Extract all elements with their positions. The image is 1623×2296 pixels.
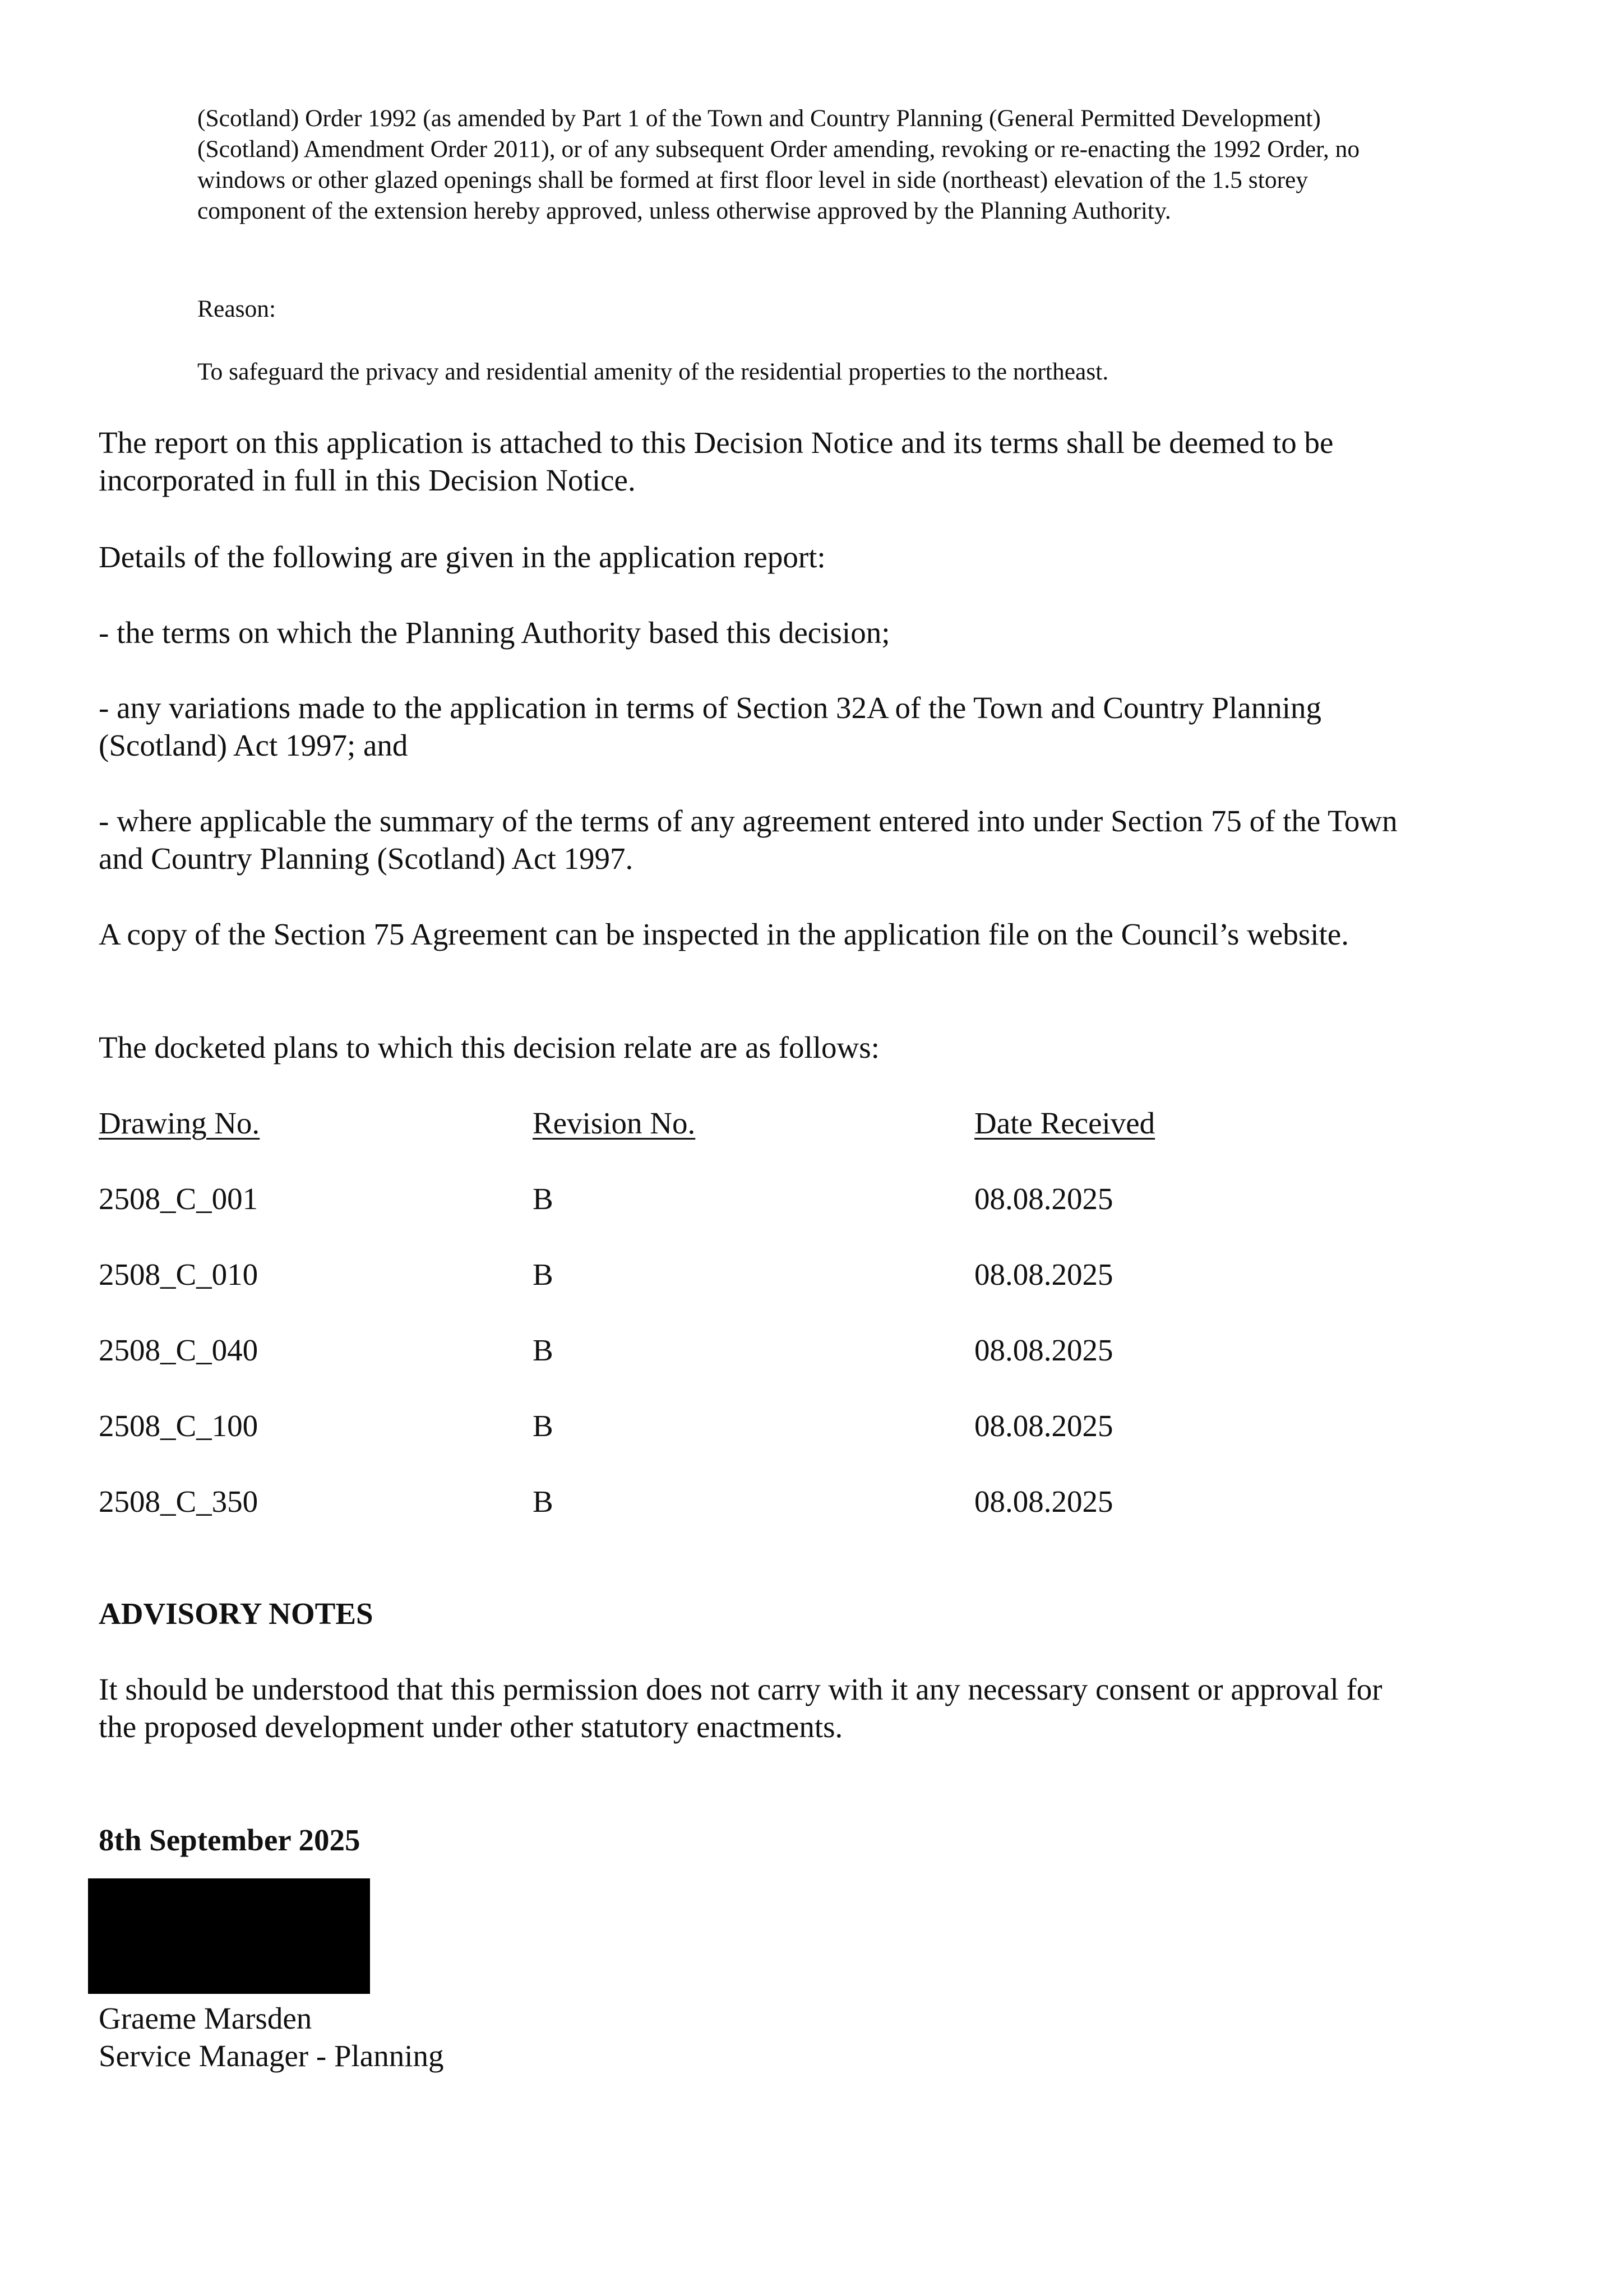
decision-date: 8th September 2025: [99, 1823, 360, 1857]
details-item: - any variations made to the application in terms of Section 32A of the Town and Country Planning (Scotland) Act 1997; and: [99, 691, 1321, 762]
condition-text: [197, 103, 1397, 226]
header-date-received: Date Received: [974, 1106, 1155, 1140]
reason-text: To safeguard the privacy and residential amenity of the residential properties to the northeast.: [197, 358, 1109, 385]
date-received-cell: 08.08.2025: [974, 1182, 1113, 1216]
date-received-cell: 08.08.2025: [974, 1333, 1113, 1367]
revision-no-cell: B: [533, 1484, 553, 1519]
plans-intro: The docketed plans to which this decision relate are as follows:: [99, 1030, 880, 1064]
details-item: - the terms on which the Planning Authority based this decision;: [99, 615, 890, 650]
drawing-no-cell: 2508_C_040: [99, 1333, 258, 1367]
drawing-no-cell: 2508_C_100: [99, 1409, 258, 1443]
reason-label: Reason:: [197, 295, 276, 322]
details-intro: Details of the following are given in the application report:: [99, 540, 826, 574]
revision-no-cell: B: [533, 1333, 553, 1367]
report-statement: The report on this application is attached to this Decision Notice and its terms shall be deemed to be incorporated in full in this Decision Notice.: [99, 425, 1334, 497]
drawing-no-cell: 2508_C_350: [99, 1484, 258, 1519]
redacted-signature: [88, 1878, 370, 1994]
condition-paragraph: (Scotland) Order 1992 (as amended by Part 1 of the Town and Country Planning (General Permitted Development) (Scotland) Amendment Order 2011), or of any subsequent Order amending, revoking or re-enacting the 1992 Order, no windows or other glazed openings shall be formed at first floor level in side (northeast) elevation of the 1.5 storey component of the extension hereby approved, unless otherwise approved by the Planning Authority.: [197, 105, 1360, 224]
details-item: - where applicable the summary of the terms of any agreement entered into under Section 75 of the Town and Country Planning (Scotland) Act 1997.: [99, 804, 1398, 876]
drawing-no-cell: 2508_C_001: [99, 1182, 258, 1216]
revision-no-cell: B: [533, 1182, 553, 1216]
section75-copy: A copy of the Section 75 Agreement can be inspected in the application file on the Council’s website.: [99, 917, 1349, 951]
date-received-cell: 08.08.2025: [974, 1409, 1113, 1443]
revision-no-cell: B: [533, 1257, 553, 1292]
signatory-title: Service Manager - Planning: [99, 2039, 444, 2073]
drawing-no-cell: 2508_C_010: [99, 1257, 258, 1292]
header-drawing-no: Drawing No.: [99, 1106, 260, 1140]
revision-no-cell: B: [533, 1409, 553, 1443]
date-received-cell: 08.08.2025: [974, 1484, 1113, 1519]
header-revision-no: Revision No.: [533, 1106, 696, 1140]
date-received-cell: 08.08.2025: [974, 1257, 1113, 1292]
advisory-text: It should be understood that this permission does not carry with it any necessary consent or approval for the proposed development under other statutory enactments.: [99, 1672, 1382, 1744]
signatory-name: Graeme Marsden: [99, 2001, 312, 2035]
advisory-heading: ADVISORY NOTES: [99, 1596, 373, 1631]
